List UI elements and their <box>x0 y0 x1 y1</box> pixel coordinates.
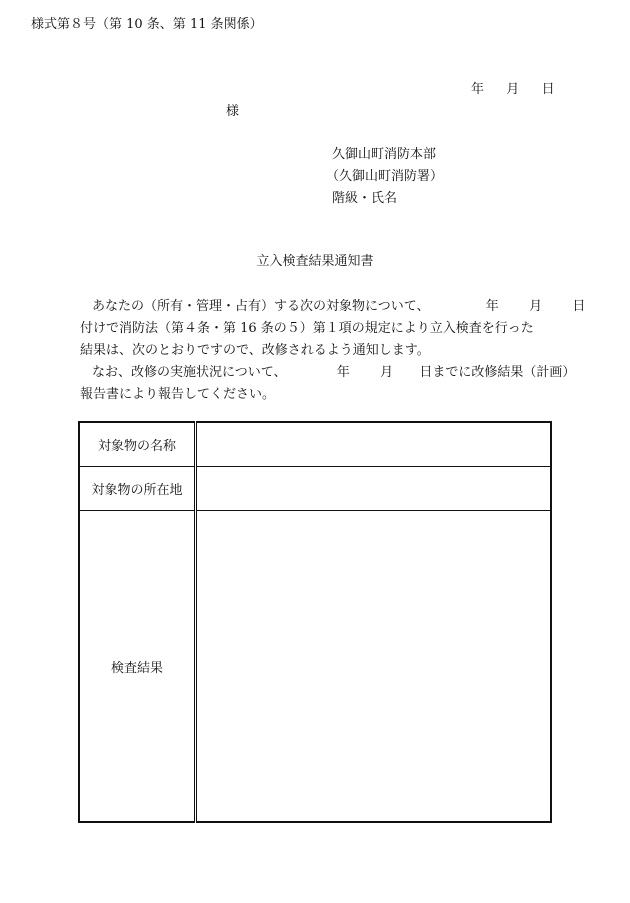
body-line-5: 報告書により報告してください。 <box>80 387 276 402</box>
body-line-4-year: 年 <box>336 365 350 380</box>
body-line-4-month: 月 <box>380 365 394 380</box>
value-object-name <box>196 422 552 467</box>
body-line-1 <box>92 295 585 314</box>
body-line-4-day-suffix: 日までに改修結果（計画） <box>419 365 576 380</box>
table-row <box>79 467 551 511</box>
body-line-3: 結果は、次のとおりですので、改修されるよう通知します。 <box>80 343 430 358</box>
sender-organization: 久御山町消防本部 <box>332 147 437 162</box>
value-inspection-result <box>196 511 552 823</box>
date-month-label: 月 <box>506 82 520 97</box>
table-row <box>79 511 551 823</box>
sender-rank-name: 階級・氏名 <box>332 191 398 206</box>
body-line-4 <box>92 361 575 380</box>
sender-station: （久御山町消防署） <box>326 169 444 184</box>
addressee-suffix: 様 <box>226 104 240 119</box>
body-line-1-text: あなたの（所有・管理・占有）する次の対象物について、 <box>92 299 430 314</box>
label-inspection-result: 検査結果 <box>79 511 196 823</box>
inspection-table <box>78 421 552 823</box>
value-object-location <box>196 467 552 511</box>
label-object-location: 対象物の所在地 <box>79 467 196 511</box>
date-year-label: 年 <box>471 82 485 97</box>
body-line-4-text: なお、改修の実施状況について、 <box>92 365 287 380</box>
table-row <box>79 422 551 467</box>
body-line-1-year: 年 <box>485 299 499 314</box>
date-day-label: 日 <box>541 82 555 97</box>
body-line-2: 付けで消防法（第４条・第 16 条の５）第１項の規定により立入検査を行った <box>80 321 534 336</box>
form-number: 様式第８号（第 10 条、第 11 条関係） <box>31 17 263 32</box>
body-line-1-day: 日 <box>572 299 586 314</box>
label-object-name: 対象物の名称 <box>79 422 196 467</box>
document-title: 立入検査結果通知書 <box>256 254 374 269</box>
body-line-1-month: 月 <box>529 299 543 314</box>
date-header <box>471 78 555 97</box>
